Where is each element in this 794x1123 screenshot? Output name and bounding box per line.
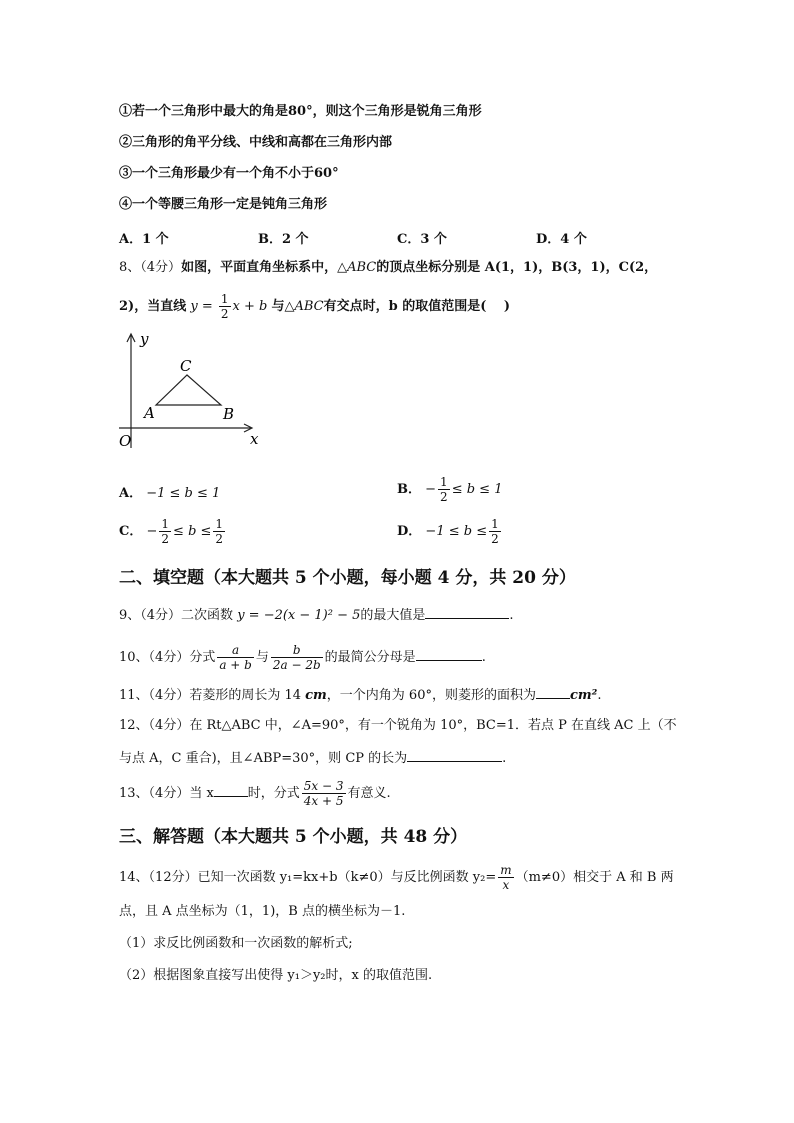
label-origin: O: [119, 432, 132, 450]
statement-3: ③一个三角形最少有一个角不小于60°: [119, 166, 339, 181]
q8-option-a: [119, 482, 220, 501]
q8-option-b-label: B．: [397, 482, 421, 497]
statement-1: ①若一个三角形中最大的角是80°，则这个三角形是锐角三角形: [119, 104, 482, 119]
q8-eq-y: y: [190, 299, 198, 314]
q14-sub2: （2）根据图象直接写出使得 y₁＞y₂时，x 的取值范围.: [119, 968, 433, 983]
q8-triangle-abc-2: △ABC: [284, 299, 324, 314]
q8-option-d-num: 1: [491, 517, 499, 531]
q8-text2b: 与: [271, 299, 285, 314]
q13-frac-den: 4x + 5: [303, 794, 344, 808]
q10-frac2-den: 2a − 2b: [272, 658, 321, 672]
q12-line2-text: 与点 A，C 重合)，且∠ABP=30°，则 CP 的长为: [119, 751, 408, 766]
q8-option-b-num: 1: [440, 475, 448, 489]
q14-frac-den: x: [502, 878, 510, 892]
q8-option-b: [397, 474, 502, 506]
q10-frac2-num: b: [271, 643, 323, 658]
q10-answer-blank[interactable]: [416, 648, 482, 661]
q8-option-d: [397, 516, 503, 548]
q13-frac: [302, 779, 346, 808]
statement-4: ④一个等腰三角形一定是钝角三角形: [119, 197, 328, 212]
q9-end: .: [509, 608, 514, 623]
q10-mid: 与: [255, 650, 269, 665]
q8-text1b: 的顶点坐标分别是 A(1，1)，B(3，1)，C(2，: [376, 260, 658, 275]
q8-option-c-mid: ≤ b ≤: [173, 524, 212, 539]
q8-option-c-num2: 1: [215, 517, 224, 531]
q8-line1: [119, 259, 657, 277]
q14-line1: [119, 862, 674, 894]
q10-prefix: 10、（4分）分式: [119, 650, 216, 665]
q8-option-c-den2: 2: [215, 532, 224, 546]
q8-option-b-den: 2: [440, 490, 448, 504]
q8-option-c-label: C．: [119, 524, 143, 539]
q9-formula: y = −2(x − 1)² − 5: [237, 608, 361, 623]
q8-option-c: [119, 516, 227, 548]
q9-answer-blank[interactable]: [425, 606, 509, 619]
q11-unit1: cm: [305, 688, 327, 703]
q8-score: （4分）: [140, 260, 182, 275]
q11-unit2: cm²: [569, 688, 598, 703]
q8-eq-num: 1: [220, 292, 229, 306]
q11-mid: ，一个内角为 60°，则菱形的面积为: [326, 688, 536, 703]
q11: [119, 686, 602, 705]
q10-frac1: [217, 643, 254, 672]
q13: [119, 776, 391, 812]
q7-option-c: C．3 个: [397, 232, 447, 247]
q14-line1b: （m≠0）相交于 A 和 B 两: [515, 870, 674, 885]
q10-frac1-num: a: [217, 643, 254, 658]
q10-end: .: [481, 650, 486, 665]
q8-option-c-den1: 2: [161, 532, 170, 546]
q8-option-a-label: A．: [119, 486, 143, 501]
q11-answer-blank[interactable]: [536, 686, 570, 699]
q7-option-a: A．1 个: [119, 232, 169, 247]
q11-prefix: 11、（4分）若菱形的周长为 14: [119, 688, 306, 703]
label-c: C: [180, 357, 192, 375]
q12-answer-blank[interactable]: [407, 749, 502, 762]
q8-eq-frac: [219, 292, 231, 321]
q8-eq-equals: =: [197, 299, 217, 314]
q7-option-d: D．4 个: [536, 232, 587, 247]
section-2-heading: 二、填空题（本大题共 5 个小题，每小题 4 分，共 20 分）: [119, 568, 576, 588]
q8-text2c: 有交点时，b 的取值范围是( ): [323, 299, 511, 314]
label-b: B: [223, 405, 235, 423]
q8-text2a: 2)，当直线: [119, 299, 187, 314]
q10-suffix: 的最简公分母是: [324, 650, 416, 665]
q13-frac-num: 5x − 3: [303, 779, 344, 793]
q8-option-d-den: 2: [491, 532, 499, 546]
q14-frac-num: m: [500, 863, 512, 877]
q8-option-c-frac1: [159, 517, 171, 546]
q14-sub1: （1）求反比例函数和一次函数的解析式;: [119, 936, 353, 951]
q8-option-c-frac2: [213, 517, 225, 546]
q10-frac2: [271, 643, 323, 672]
statement-2: ②三角形的角平分线、中线和高都在三角形内部: [119, 135, 393, 150]
q8-option-c-num1: 1: [161, 517, 170, 531]
q8-option-d-frac: [489, 517, 501, 546]
q8-option-b-frac: [438, 475, 450, 504]
q8-option-c-sign: −: [146, 524, 158, 539]
q8-option-d-label: D．: [397, 524, 422, 539]
triangle-abc: [156, 375, 221, 405]
q8-number: 8、: [119, 260, 141, 275]
q10-frac1-den: a + b: [219, 658, 252, 672]
q13-mid: 时，分式: [247, 786, 300, 801]
q8-option-b-sign: −: [425, 482, 437, 497]
section-3-heading: 三、解答题（本大题共 5 个小题，共 48 分）: [119, 827, 468, 847]
q13-prefix: 13、（4分）当 x: [119, 786, 214, 801]
q10: [119, 640, 486, 676]
q9-prefix: 9、（4分）二次函数: [119, 608, 234, 623]
label-x: x: [250, 430, 259, 448]
q11-end: .: [597, 688, 602, 703]
q8-text1a: 如图，平面直角坐标系中，: [181, 260, 338, 275]
q9: [119, 605, 514, 627]
q8-line2: [119, 291, 510, 323]
q14-line2: 点，且 A 点坐标为（1，1)，B 点的横坐标为－1.: [119, 904, 406, 919]
q7-option-b: B．2 个: [258, 232, 309, 247]
q13-suffix: 有意义.: [347, 786, 391, 801]
q14-line1a: 14、（12分）已知一次函数 y₁=kx+b（k≠0）与反比例函数 y₂=: [119, 870, 497, 885]
q9-suffix: 的最大值是: [360, 608, 426, 623]
q12-end: .: [502, 751, 507, 766]
q8-triangle-abc: △ABC: [337, 260, 377, 275]
q8-option-a-value: −1 ≤ b ≤ 1: [146, 486, 221, 501]
q12-line1: 12、（4分）在 Rt△ABC 中，∠A=90°，有一个锐角为 10°，BC=1．若点 P 在直线 AC 上（不: [119, 718, 677, 733]
q8-option-d-pre: −1 ≤ b ≤: [425, 524, 488, 539]
label-y: y: [140, 330, 149, 348]
q12-line2: [119, 749, 506, 768]
q8-option-b-rest: ≤ b ≤ 1: [451, 482, 503, 497]
q14-frac: [498, 863, 513, 892]
q8-coordinate-figure: [115, 330, 265, 455]
q8-eq-den: 2: [220, 307, 229, 321]
q13-answer-blank[interactable]: [214, 784, 248, 797]
label-a: A: [144, 404, 155, 422]
q8-eq-rest: x + b: [232, 299, 268, 314]
